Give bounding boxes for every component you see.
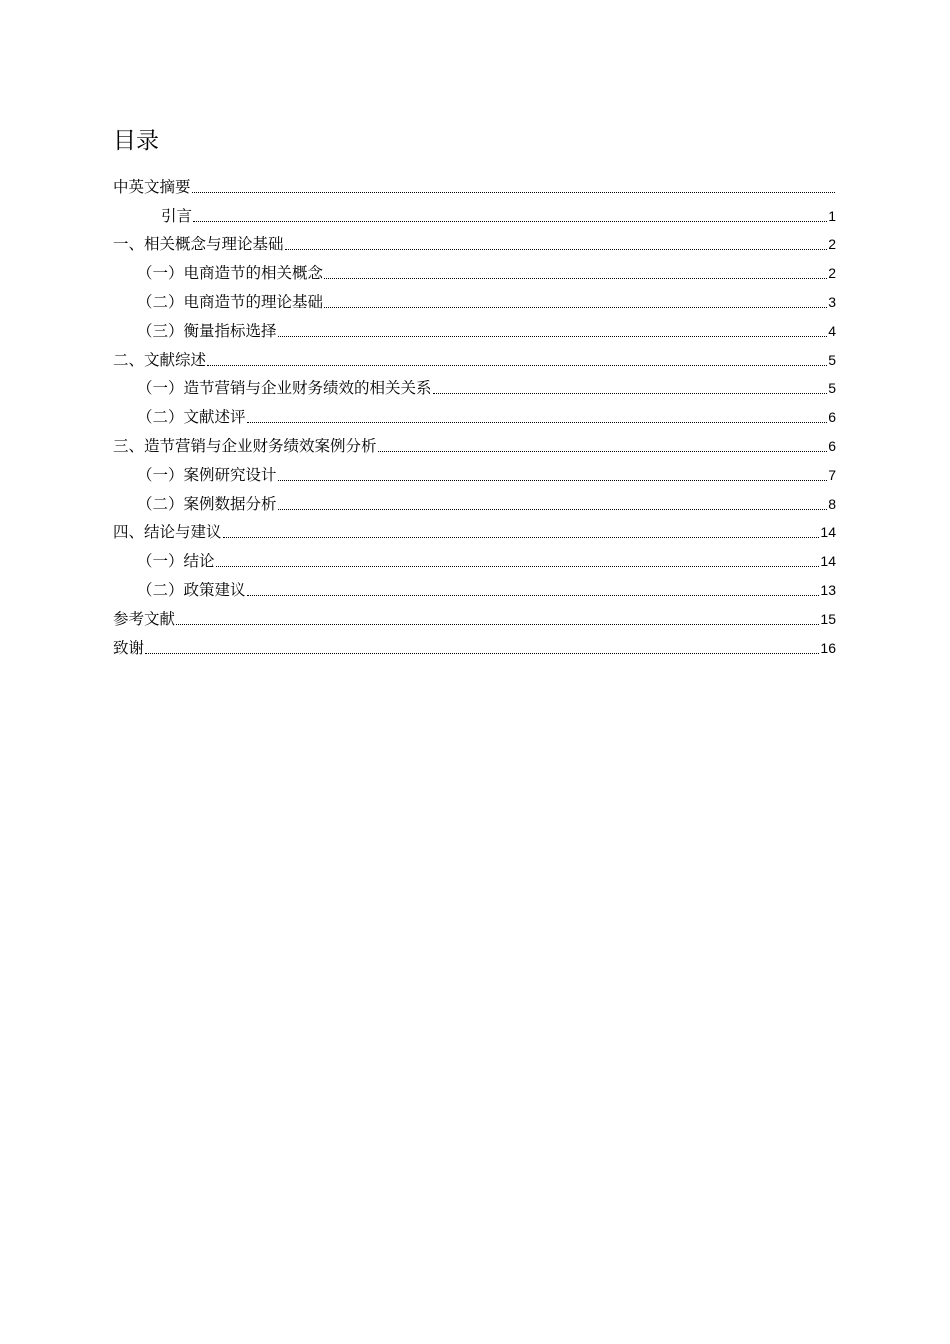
toc-entry-chapter-2[interactable] (113, 341, 836, 370)
toc-page-number: 7 (828, 466, 836, 483)
toc-dot-leader (433, 393, 828, 394)
toc-entry-text: 一、相关概念与理论基础 (113, 235, 284, 254)
toc-page-number: 1 (828, 207, 836, 224)
toc-page-number: 3 (828, 293, 836, 310)
toc-entry-references[interactable] (113, 600, 836, 629)
toc-page-number: 8 (828, 495, 836, 512)
toc-entry-text: 二、文献综述 (113, 350, 207, 369)
toc-dot-leader (324, 307, 827, 308)
toc-dot-leader (216, 566, 820, 567)
toc-page-number: 5 (828, 351, 836, 368)
toc-entry-text: 参考文献 (113, 609, 176, 628)
toc-page-number: 14 (820, 553, 836, 570)
toc-page-number: 5 (828, 380, 836, 397)
toc-entry-text: （二）案例数据分析 (137, 494, 277, 513)
toc-entry-text: 中英文摘要 (113, 177, 191, 196)
toc-page-number: 2 (828, 265, 836, 282)
toc-entry-acknowledgements[interactable] (113, 629, 836, 658)
toc-entry-text: 三、造节营销与企业财务绩效案例分析 (113, 436, 377, 455)
toc-entry-section-4-2[interactable] (113, 571, 836, 600)
toc-dot-leader (247, 422, 828, 423)
toc-page-number: 6 (828, 409, 836, 426)
toc-dot-leader (223, 537, 820, 538)
toc-dot-leader (378, 451, 828, 452)
toc-dot-leader (207, 365, 827, 366)
toc-entry-text: （二）文献述评 (137, 408, 246, 427)
toc-page-number: 6 (828, 437, 836, 454)
toc-entry-text: （二）政策建议 (137, 580, 246, 599)
toc-page-number: 13 (820, 581, 836, 598)
toc-entry-chapter-4[interactable] (113, 514, 836, 543)
toc-dot-leader (278, 336, 828, 337)
toc-entry-chapter-1[interactable] (113, 226, 836, 255)
toc-entry-section-3-2[interactable] (113, 485, 836, 514)
toc-dot-leader (285, 249, 828, 250)
toc-title: 目录 (113, 128, 159, 154)
toc-entry-text: （一）案例研究设计 (137, 465, 277, 484)
toc-entry-text: 引言 (161, 206, 193, 225)
toc-entry-abstract[interactable] (113, 168, 836, 197)
table-of-contents (113, 168, 836, 658)
toc-dot-leader (145, 653, 819, 654)
toc-entry-text: （一）结论 (137, 552, 215, 571)
toc-dot-leader (193, 221, 827, 222)
toc-entry-text: （三）衡量指标选择 (137, 321, 277, 340)
toc-entry-chapter-3[interactable] (113, 427, 836, 456)
toc-dot-leader (324, 278, 827, 279)
toc-entry-text: （一）电商造节的相关概念 (137, 264, 324, 283)
toc-entry-section-3-1[interactable] (113, 456, 836, 485)
toc-entry-section-1-1[interactable] (113, 254, 836, 283)
toc-entry-text: 致谢 (113, 638, 145, 657)
toc-page-number: 2 (828, 236, 836, 253)
toc-entry-section-1-3[interactable] (113, 312, 836, 341)
toc-dot-leader (278, 480, 828, 481)
toc-entry-section-2-2[interactable] (113, 398, 836, 427)
toc-entry-text: （二）电商造节的理论基础 (137, 292, 324, 311)
toc-entry-section-2-1[interactable] (113, 370, 836, 399)
toc-dot-leader (192, 192, 835, 193)
toc-page-number: 4 (828, 322, 836, 339)
toc-dot-leader (247, 595, 820, 596)
toc-page-number: 14 (820, 524, 836, 541)
toc-dot-leader (278, 509, 828, 510)
toc-entry-text: （一）造节营销与企业财务绩效的相关关系 (137, 379, 432, 398)
toc-entry-section-4-1[interactable] (113, 542, 836, 571)
toc-page-number: 16 (820, 639, 836, 656)
toc-dot-leader (176, 624, 819, 625)
toc-entry-section-1-2[interactable] (113, 283, 836, 312)
toc-entry-text: 四、结论与建议 (113, 523, 222, 542)
toc-page-number: 15 (820, 610, 836, 627)
toc-entry-introduction[interactable] (113, 197, 836, 226)
